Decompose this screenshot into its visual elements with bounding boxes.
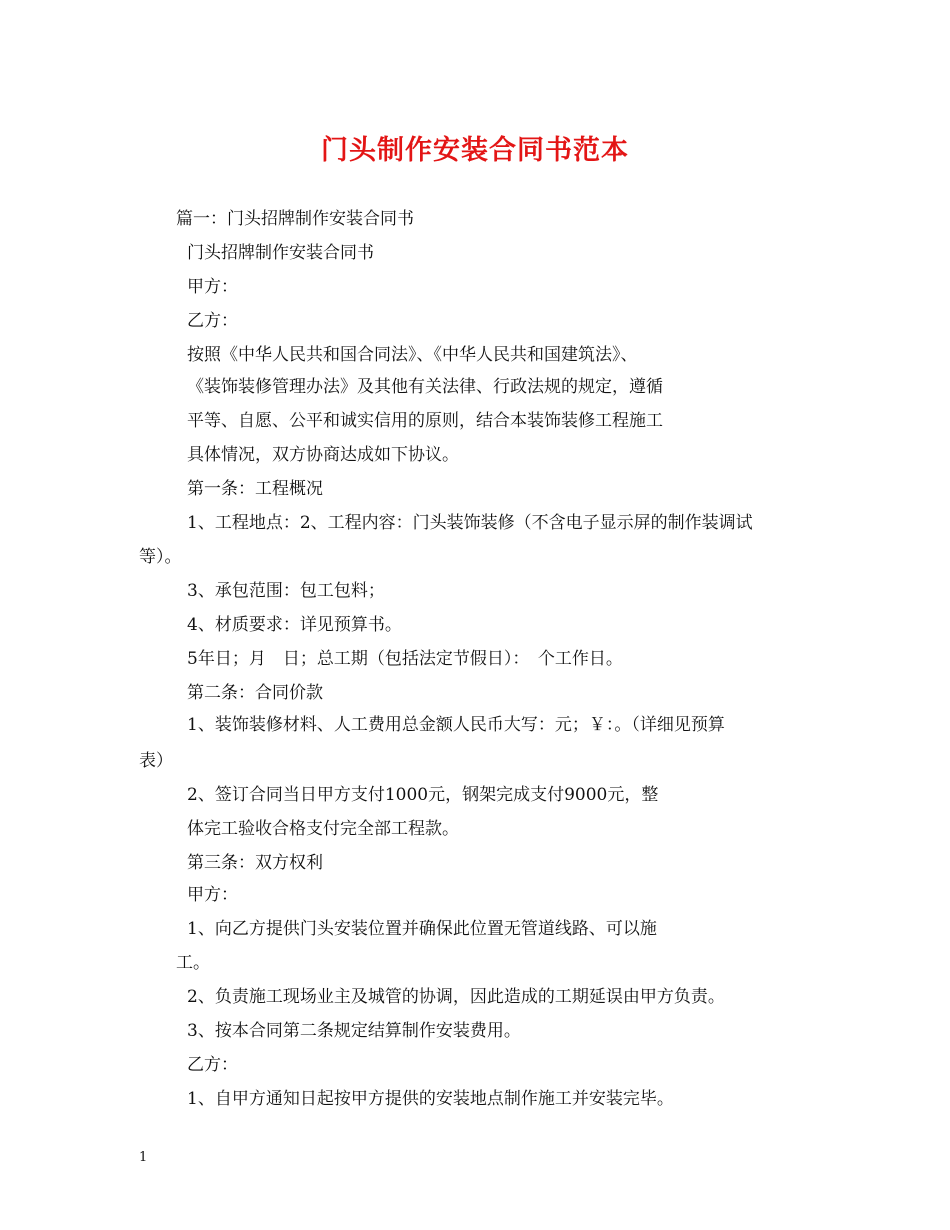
page-number: 1: [139, 1150, 148, 1165]
body-line: 按照《中华人民共和国合同法》、《中华人民共和国建筑法》、: [187, 345, 638, 365]
body-line: 第一条：工程概况: [187, 479, 323, 499]
body-line: 平等、自愿、公平和诚实信用的原则，结合本装饰装修工程施工: [187, 411, 663, 431]
document-title: 门头制作安装合同书范本: [321, 135, 629, 166]
body-line: 1、工程地点：2、工程内容：门头装饰装修（不含电子显示屏的制作装调试: [187, 513, 753, 533]
body-line: 具体情况，双方协商达成如下协议。: [187, 445, 459, 465]
body-line: 1、装饰装修材料、人工费用总金额人民币大写：元；￥：。（详细见预算: [187, 715, 725, 735]
body-line: 2、负责施工现场业主及城管的协调，因此造成的工期延误由甲方负责。: [187, 987, 725, 1007]
body-line: 乙方：: [187, 311, 238, 331]
body-line: 第三条：双方权利: [187, 853, 323, 873]
body-line: 《装饰装修管理办法》及其他有关法律、行政法规的规定，遵循: [187, 377, 663, 397]
body-line: 表）: [139, 751, 173, 771]
body-line: 体完工验收合格支付完全部工程款。: [187, 819, 459, 839]
body-line: 甲方：: [187, 885, 238, 905]
body-line: 4、材质要求：详见预算书。: [187, 615, 402, 635]
body-line: 篇一：门头招牌制作安装合同书: [176, 209, 414, 229]
body-line: 1、自甲方通知日起按甲方提供的安装地点制作施工并安装完毕。: [187, 1089, 674, 1109]
body-line: 乙方：: [187, 1055, 238, 1075]
body-line: 1、向乙方提供门头安装位置并确保此位置无管道线路、可以施: [187, 919, 657, 939]
body-line: 5年日；月 日；总工期（包括法定节假日）： 个工作日。: [187, 649, 623, 669]
body-line: 工。: [176, 953, 210, 973]
body-line: 3、按本合同第二条规定结算制作安装费用。: [187, 1021, 521, 1041]
body-line: 等）。: [139, 547, 182, 567]
body-line: 甲方：: [187, 277, 238, 297]
body-line: 第二条：合同价款: [187, 683, 323, 703]
body-line: 2、签订合同当日甲方支付1000元，钢架完成支付9000元，整: [187, 785, 659, 805]
body-line: 3、承包范围：包工包料；: [187, 581, 385, 601]
body-line: 门头招牌制作安装合同书: [187, 243, 374, 263]
